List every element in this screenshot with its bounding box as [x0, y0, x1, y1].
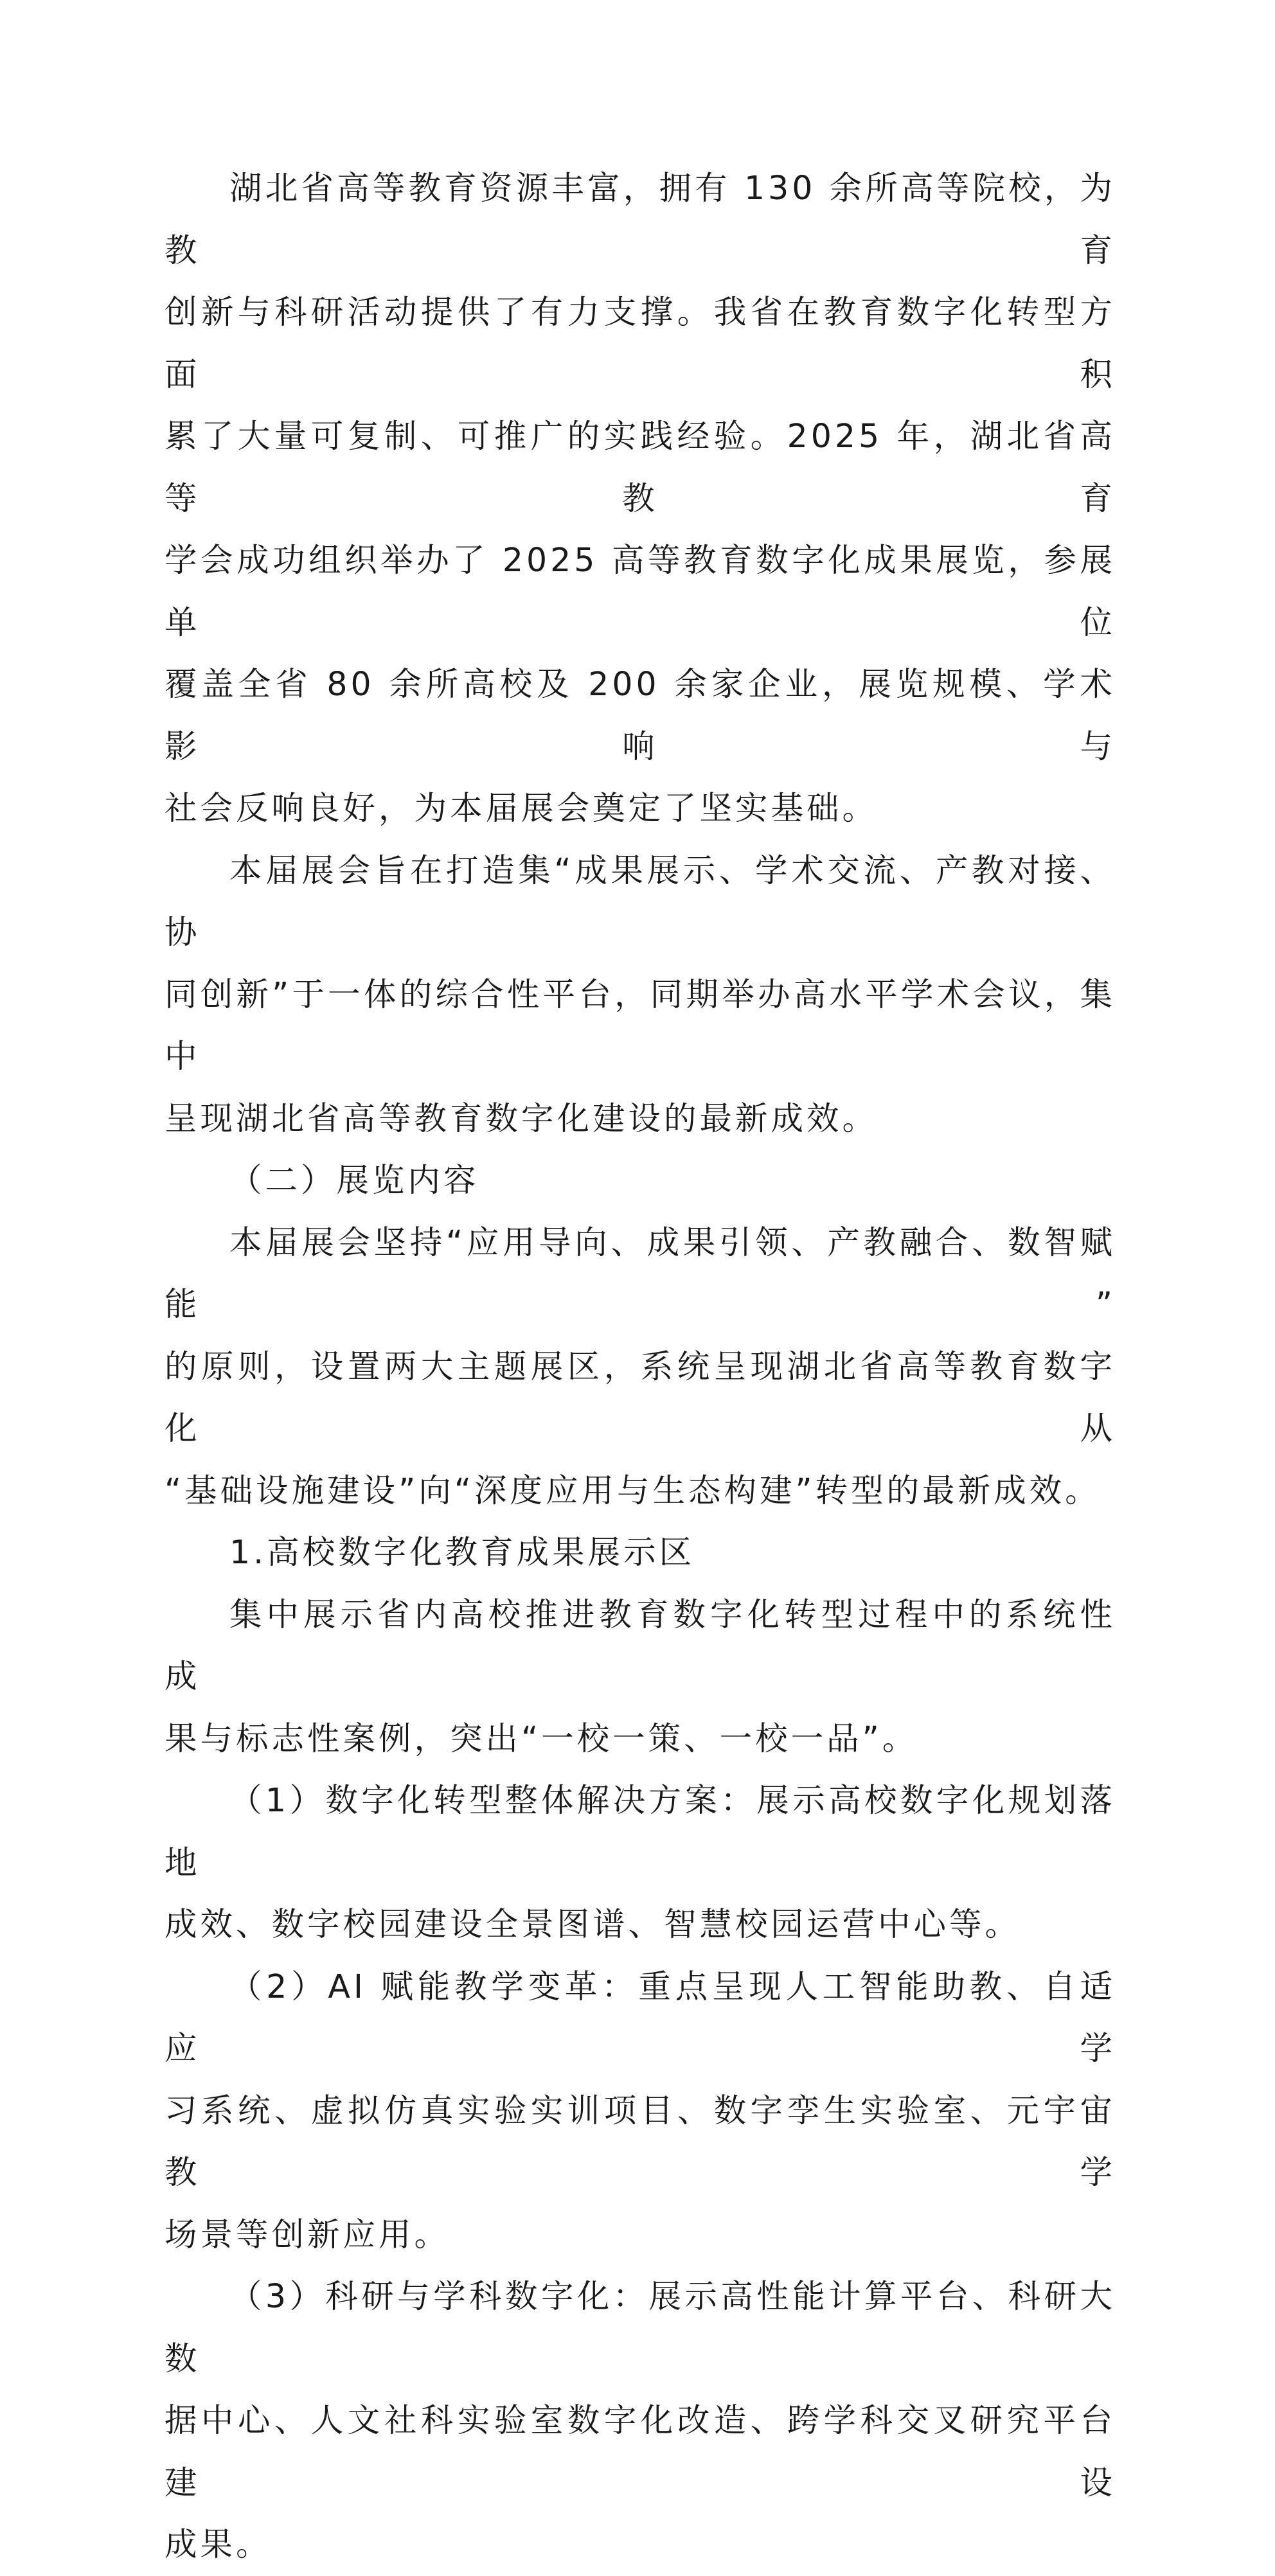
- text-line: （3）科研与学科数字化：展示高性能计算平台、科研大数: [165, 2277, 1116, 2377]
- text-line: （1）数字化转型整体解决方案：展示高校数字化规划落地: [165, 1781, 1116, 1881]
- paragraph-zone-1-intro: [165, 1584, 1116, 1770]
- paragraph-item-3: [165, 2266, 1116, 2576]
- paragraph-exhibition-principles: [165, 1212, 1116, 1522]
- paragraph-item-1: [165, 1770, 1116, 1956]
- text-line: 据中心、人文社科实验室数字化改造、跨学科交叉研究平台建设: [165, 2401, 1116, 2501]
- text-line: “基础设施建设”向“深度应用与生态构建”转型的最新成效。: [165, 1471, 1101, 1509]
- text-line: 学会成功组织举办了 2025 高等教育数字化成果展览，参展单位: [165, 541, 1116, 641]
- text-line: （2）AI 赋能教学变革：重点呈现人工智能助教、自适应学: [165, 1967, 1116, 2067]
- paragraph-item-2: [165, 1956, 1116, 2266]
- text-line: 习系统、虚拟仿真实验实训项目、数字孪生实验室、元宇宙教学: [165, 2091, 1116, 2191]
- section-heading-exhibition-content: （二）展览内容: [229, 1161, 479, 1199]
- paragraph-exhibition-goal: [165, 840, 1116, 1150]
- text-line: 累了大量可复制、可推广的实践经验。2025 年，湖北省高等教育: [165, 417, 1116, 517]
- paragraph-hubei-resources: [165, 157, 1116, 840]
- text-line: 果与标志性案例，突出“一校一策、一校一品”。: [165, 1719, 918, 1757]
- text-line: 场景等创新应用。: [165, 2215, 450, 2253]
- text-line: 的原则，设置两大主题展区，系统呈现湖北省高等教育数字化从: [165, 1347, 1116, 1447]
- text-line: 创新与科研活动提供了有力支撑。我省在教育数字化转型方面积: [165, 293, 1116, 393]
- text-line: 湖北省高等教育资源丰富，拥有 130 余所高等院校，为教育: [165, 169, 1116, 269]
- text-line: 同创新”于一体的综合性平台，同期举办高水平学术会议，集中: [165, 975, 1116, 1075]
- document-page: [165, 157, 1116, 2576]
- text-line: 本届展会坚持“应用导向、成果引领、产教融合、数智赋能”: [165, 1223, 1116, 1323]
- text-line: 成效、数字校园建设全景图谱、智慧校园运营中心等。: [165, 1905, 1021, 1943]
- text-line: 覆盖全省 80 余所高校及 200 余家企业，展览规模、学术影响与: [165, 665, 1116, 765]
- text-line: 本届展会旨在打造集“成果展示、学术交流、产教对接、协: [165, 851, 1116, 951]
- text-line: 集中展示省内高校推进教育数字化转型过程中的系统性成: [165, 1595, 1116, 1695]
- text-line: 成果。: [165, 2525, 272, 2563]
- text-line: 社会反响良好，为本届展会奠定了坚实基础。: [165, 789, 878, 827]
- subsection-heading-zone-1: 1.高校数字化教育成果展示区: [229, 1533, 695, 1571]
- text-line: 呈现湖北省高等教育数字化建设的最新成效。: [165, 1099, 878, 1137]
